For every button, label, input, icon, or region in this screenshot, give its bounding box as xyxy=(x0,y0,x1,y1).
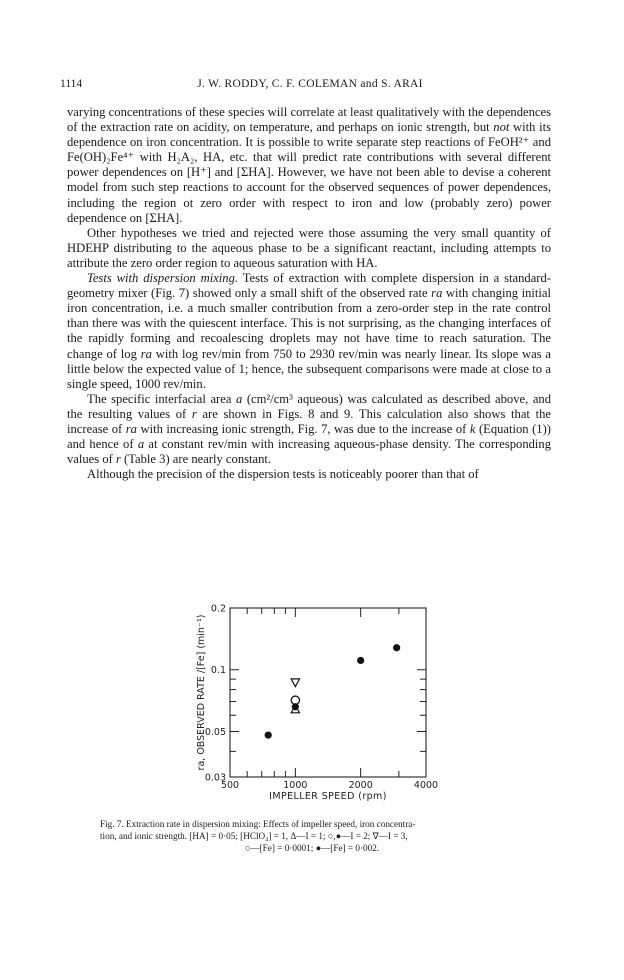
paragraph-4: The specific interfacial area a (cm²/cm³ aqueous) was calculated as described above, and the resulting values of r are shown in Figs. 8 and 9. This calculation also shows that the increase of ra with increasing ionic strength, Fig. 7, was due to the increase of k (Equation (1)) and hence of a at constant rev/min with increasing aqueous-phase density. The corresponding values of r (Table 3) are nearly constant. xyxy=(67,391,552,467)
page-number: 1114 xyxy=(60,78,83,90)
figure-caption xyxy=(100,818,524,854)
data-point-filled-circle xyxy=(357,657,364,664)
caption-line-2: tion, and ionic strength. [HA] = 0·05; [HClO₄] = 1, Δ—I = 1; ○,●—I = 2; ∇—I = 3, xyxy=(100,831,408,841)
paragraph-3: Tests with dispersion mixing. Tests of extraction with complete dispersion in a standard-geometry mixer (Fig. 7) showed only a small shift of the observed rate ra with changing initial iron concentration, i.e. a much smaller contribution from a zero-order step in the rate control than there was with the quiescent interface. This is not surprising, as the changing interfaces of the rapidly forming and recoalescing droplets may not have time to reach saturation. The change of log ra with log rev/min from 750 to 2930 rev/min was nearly linear. Its slope was a little below the expected value of 1; hence, the subsequent comparisons were made at close to a single speed, 1000 rev/min. xyxy=(67,271,551,391)
paragraph-2: Other hypotheses we tried and rejected were those assuming the very small quantity of HDEHP distributing to the aqueous phase to be a significant reactant, including attempts to attribute the zero order region to aqueous saturation with HA. xyxy=(67,225,551,270)
paragraph-1: varying concentrations of these species will correlate at least qualitatively with the dependences of the extraction rate on acidity, on temperature, and perhaps on ionic strength, but not with its dependence on iron concentration. It is possible to write separate step reactions of FeOH²⁺ and Fe(OH)₂Fe⁴⁺ with H₂A₂, HA, etc. that will predict rate contributions with several different power dependences on [H⁺] and [ΣHA]. However, we have not been able to devise a coherent model from such step reactions to account for the observed sequences of power dependences, including the region ot zero order with respect to iron and low (probably zero) power dependence on [ΣHA]. xyxy=(67,105,551,225)
data-point-triangle-up xyxy=(291,705,299,713)
x-tick-label: 1000 xyxy=(283,780,308,791)
caption-line-1: Fig. 7. Extraction rate in dispersion mixing: Effects of impeller speed, iron concentra- xyxy=(100,819,416,829)
y-tick-label: 0.1 xyxy=(210,665,226,677)
y-axis-label: ra, OBSERVED RATE /[Fe] (min⁻¹) xyxy=(196,614,207,771)
x-tick-label: 4000 xyxy=(413,780,439,791)
x-axis-label: IMPELLER SPEED (rpm) xyxy=(269,791,387,802)
y-tick-label: 0.03 xyxy=(204,772,226,784)
running-authors: J. W. RODDY, C. F. COLEMAN and S. ARAI xyxy=(197,78,423,90)
y-tick-label: 0.05 xyxy=(204,726,226,738)
data-point-filled-circle xyxy=(265,732,272,739)
x-tick-label: 2000 xyxy=(348,780,373,791)
plot-frame xyxy=(230,608,426,777)
data-point-open-circle xyxy=(291,696,299,704)
data-point-filled-circle xyxy=(393,644,400,651)
body-text xyxy=(67,105,551,482)
x-tick-label: 500 xyxy=(220,780,240,791)
y-tick-label: 0.2 xyxy=(210,603,226,615)
data-point-filled-circle xyxy=(292,703,299,710)
paragraph-5: Although the precision of the dispersion tests is noticeably poorer than that of xyxy=(87,467,479,482)
caption-line-3: ○—[Fe] = 0·0001; ●—[Fe] = 0·002. xyxy=(244,843,380,853)
data-point-triangle-down xyxy=(291,679,299,687)
